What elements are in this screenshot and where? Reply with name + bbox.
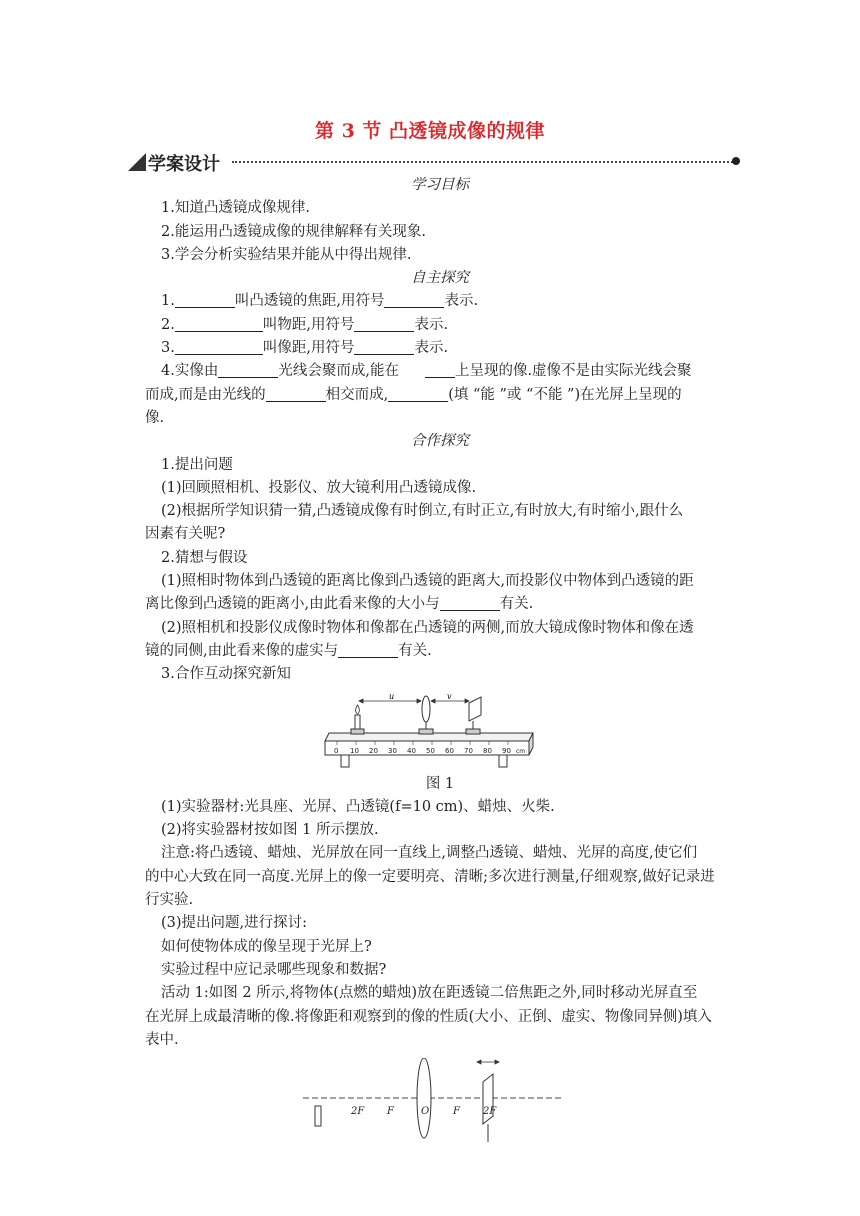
self-question-4-cont [145,384,735,407]
self-question-4 [145,360,735,383]
point-f-right: F [453,1106,460,1118]
experiment-note: 的中心大致在同一高度.光屏上的像一定要明亮、清晰;多次进行测量,仔细观察,做好记录进 [145,868,715,885]
question-number: 2. [161,316,175,333]
question-text: (填 “能 ”或 “不能 ”)在光屏上呈现的 [448,386,682,403]
question-text: 上呈现的像.虚像不是由实际光线会聚 [454,363,692,380]
fill-blank[interactable] [354,315,414,332]
figure-2-lens-diagram [303,1058,561,1176]
scale-unit-label: cm [516,747,526,755]
fill-blank[interactable] [354,338,414,355]
goal-item: 3.学会分析实验结果并能从中得出规律. [161,246,412,263]
distance-arrows [359,699,469,703]
object-candle-icon [315,1106,321,1126]
scale-label: 80 [483,746,492,755]
scale-label: 10 [350,746,359,755]
fill-blank[interactable] [218,361,278,378]
coop-text: (2)根据所学知识猜一猜,凸透镜成像有时倒立,有时正立,有时放大,有时缩小,跟什么 [161,503,684,520]
coop-text: 镜的同侧,由此看来像的虚实与 [145,642,339,659]
self-study-heading: 自主探究 [411,270,469,287]
page-title: 第 3 节 凸透镜成像的规律 [314,120,546,142]
fill-blank[interactable] [388,385,448,402]
question-text: 相交而成, [325,386,389,403]
v-label: v [447,692,452,701]
fill-blank[interactable] [266,385,326,402]
experiment-note: 注意:将凸透镜、蜡烛、光屏放在同一直线上,调整凸透镜、蜡烛、光屏的高度,使它们 [161,845,698,862]
question-text: 4.实像由 [161,363,219,380]
question-text: 叫像距,用符号 [262,340,355,357]
figure-1-caption: 图 1 [425,775,455,792]
screen-move-arrow-icon [477,1060,499,1064]
banner-dotted-rule [232,161,736,164]
fill-blank[interactable] [175,315,263,332]
scale-label: 70 [464,746,473,755]
coop-text: 离比像到凸透镜的距离小,由此看来像的大小与 [145,596,440,613]
point-2f-left: 2F [351,1106,365,1118]
experiment-text: (3)提出问题,进行探讨: [161,915,308,932]
point-2f-right: 2F [483,1106,497,1118]
coop-heading: 合作探究 [411,433,469,450]
self-question-3 [145,337,735,360]
scale-label: 60 [445,746,454,755]
experiment-note: 行实验. [145,892,194,909]
scale-label: 20 [369,746,378,755]
coop-text: (1)回顾照相机、投影仪、放大镜利用凸透镜成像. [161,479,477,496]
activity-text: 表中. [145,1031,179,1048]
coop-text-with-blank [145,640,735,663]
scale-label: 30 [388,746,397,755]
coop-step-3-heading: 3.合作互动探究新知 [161,666,291,683]
experiment-text: (2)将实验器材按如图 1 所示摆放. [161,822,379,839]
question-text: 叫凸透镜的焦距,用符号 [234,293,385,310]
fill-blank[interactable] [175,338,263,355]
banner-end-dot-icon [732,157,740,165]
candle-icon [351,705,364,734]
fill-blank[interactable] [425,361,455,378]
coop-text: (1)照相时物体到凸透镜的距离比像到凸透镜的距离大,而投影仪中物体到凸透镜的距 [161,573,694,590]
fill-blank[interactable] [175,291,235,308]
lens-icon [417,1058,431,1138]
question-text: 叫物距,用符号 [262,316,355,333]
scale-label: 0 [334,746,339,755]
u-label: u [389,692,395,701]
coop-text-with-blank [145,593,735,616]
point-f-left: F [387,1106,394,1118]
activity-text: 活动 1:如图 2 所示,将物体(点燃的蜡烛)放在距透镜二倍焦距之外,同时移动光屏直至 [161,985,698,1002]
scale-label: 50 [426,746,435,755]
coop-step-2-heading: 2.猜想与假设 [161,549,248,566]
banner-label: 学案设计 [148,154,220,175]
coop-text: 有关. [499,596,534,613]
section-banner [128,150,744,174]
goals-heading: 学习目标 [411,177,469,193]
coop-text: 有关. [398,642,432,659]
coop-text: (2)照相机和投影仪成像时物体和像都在凸透镜的两侧,而放大镜成像时物体和像在透 [161,619,694,636]
fill-blank[interactable] [440,594,500,611]
scale-label: 90 [502,746,511,755]
banner-triangle-icon [128,153,146,171]
self-question-4-end: 像. [145,409,165,426]
coop-text: 因素有关呢? [145,526,226,543]
document-body [145,174,735,1176]
experiment-question: 实验过程中应记录哪些现象和数据? [161,961,387,978]
convex-lens-icon [419,696,433,734]
self-question-1 [145,290,735,313]
activity-text: 在光屏上成最清晰的像.将像距和观察到的像的性质(大小、正倒、虚实、物像同异侧)填入 [145,1008,712,1025]
light-screen-icon [466,697,481,734]
question-text: 表示. [414,316,449,333]
point-o-center: O [421,1106,430,1118]
question-number: 1. [161,293,175,310]
goal-item: 1.知道凸透镜成像规律. [161,200,310,217]
figure-1-optical-bench [323,693,537,773]
goal-item: 2.能运用凸透镜成像的规律解释有关现象. [161,223,426,240]
experiment-question: 如何使物体成的像呈现于光屏上? [161,938,372,955]
question-text: 表示. [414,340,449,357]
scale-label: 40 [407,746,416,755]
question-text: 而成,而是由光线的 [145,386,266,403]
question-text: 光线会聚而成,能在 [278,363,399,380]
question-number: 3. [161,340,175,357]
question-text: 表示. [444,293,479,310]
fill-blank[interactable] [338,641,398,658]
experiment-text: (1)实验器材:光具座、光屏、凸透镜(f=10 cm)、蜡烛、火柴. [161,798,555,815]
coop-step-1-heading: 1.提出问题 [161,456,233,473]
self-question-2 [145,314,735,337]
fill-blank[interactable] [384,291,444,308]
